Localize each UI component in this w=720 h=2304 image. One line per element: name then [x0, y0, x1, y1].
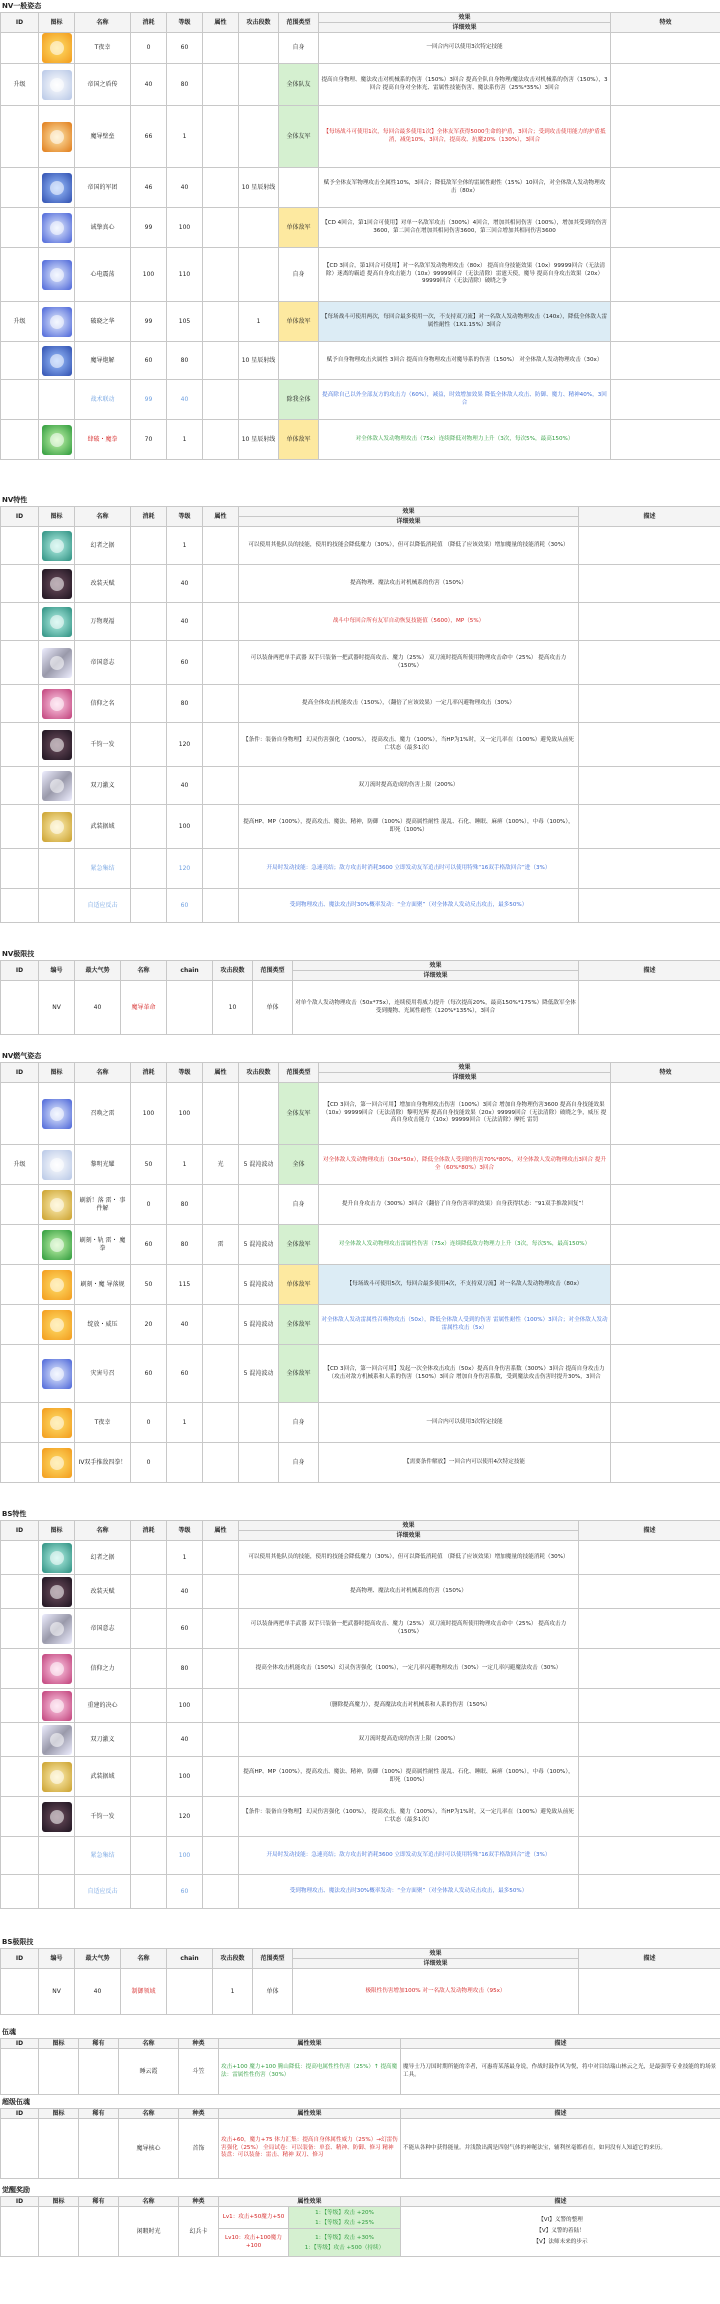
trait-table: ID 图标 名称 消耗 等级 属性 效果 描述 详细效果 幻者之据 1 可以使用其他队员的技能，使用的技能会降低魔力（30%），但可以降低消耗值 （降低了应该效果）增加魔量的技能消耗（30%） 改装天赋 40 提高物理、魔法攻击对机械系的伤害（150%） 万物观福 40 战斗中每回合所有友军自动恢复技能值（5600），MP（5%） 帝国意志 60 可以装备两把单手武器 双手只装备一把武器时提高攻击、魔力（25%） 双刀流时提高所使用物理攻击命中（25%） 提高攻击力（150%） 信仰之名 80 提高全体攻击机能攻击（150%），（翻倍了应该效果）一定几率闪避物理攻击（30%） 千钧一发 120 【条件：装备自身物理】 幻灵伤害强化（100%）， 提高攻击、魔力（100%），当HP为1%时，又一定几率在（100%）避免致从前死亡状态（最多1次） 双刀激义 40 双刀流时提高造成的伤害上限（200%） 武装据域 100 提高HP、MP（100%），提高攻击、魔法、精神，防御（100%）提高属性耐性 混乱、石化、睡眠、麻痹（100%），中毒（100%），即死（100%） 紧急集结 120 开局时发动技能：急速亮结；敌方攻击时消耗3600 立即发动友军追击时可以使用特殊“16双手格敌回合”进（3%） 自适应反击 60 受到物理攻击、魔法攻击时30%概率发动：“全方面聚”（对全体敌人发动反击攻击，最多50%）: [0, 506, 720, 923]
sword-icon: [42, 648, 72, 678]
sun-icon: [42, 1448, 72, 1478]
section-nv-burn-stance: [0, 1050, 720, 1483]
section-bs-limit: [0, 1936, 720, 2015]
table-row: 幻者之据 1 可以使用其他队员的技能，使用的技能会降低魔力（30%），但可以降低消耗值 （降低了应该效果）增加魔量的技能消耗（30%）: [1, 1541, 720, 1575]
table-row: 武装据域 100 提高HP、MP（100%），提高攻击、魔法、精神，防御（100%）提高属性耐性 混乱、石化、睡眠、麻痹（100%），中毒（100%），即死（100%）: [1, 805, 720, 849]
pink-icon: [42, 689, 72, 719]
sun-icon: [42, 33, 72, 63]
swirl-icon: [42, 1359, 72, 1389]
table-row: 升级 破晓之华 99 105 1 单体敌军 【每场战斗可使用两次，每回合最多使用一次，不支持双刀流】对一名敌人发动物理攻击（140x），降低全体敌人雷属性耐性（1X1.15%）3回合: [1, 302, 720, 342]
table-row: 魔导核心 首饰 攻击+60，魔力+75 体力汇集：提高自身体属性威力（25%）→幻雷伤害强化（25%） 全局试卷：可以装备：单套、精神、防御、修习 精神装盘：可以装备：雷击、精神 双刀、修习 不能从各种中获得能量。并浅散出满是四射气体的神秘法宝，辅利丝毫都看在，如问没有人知道它的来历。: [1, 2119, 720, 2179]
teal-icon: [42, 1543, 72, 1573]
dark-icon: [42, 730, 72, 760]
star-icon: [42, 1150, 72, 1180]
table-row: NV 40 魔导革命 10 单体 对单个敌人发动物理攻击（50x*75x），连续使用将威力提升（每次提高20%，最高150%*175%）降低敌军全体受到魔物、光属性耐性（120%*135%），3回合: [1, 981, 720, 1035]
table-row: 双刀激义 40 双刀流时提高造成的伤害上限（200%）: [1, 767, 720, 805]
dark-icon: [42, 569, 72, 599]
table-row: 信仰之名 80 提高全体攻击机能攻击（150%），（翻倍了应该效果）一定几率闪避物理攻击（30%）: [1, 685, 720, 723]
swirl-icon: [42, 307, 72, 337]
table-row: 诚挚真心 99 100 单体敌军 【CD 4回合，第1回合可使用】对单一名敌军攻击（300%）4回合，增加其相同伤害（100%），增加其受到的伤害3600，第二回合在增加其相同伤害3600，第三回合增加其相同伤害3600: [1, 208, 720, 248]
gold-icon: [42, 1190, 72, 1220]
table-row: T夜幸 0 1 自身 一回合内可以使用3次特定技能: [1, 1403, 720, 1443]
table-row: 幻者之据 1 可以使用其他队员的技能，使用的技能会降低魔力（30%），但可以降低消耗值 （降低了应该效果）增加魔量的技能消耗（30%）: [1, 527, 720, 565]
dark-icon: [42, 1577, 72, 1607]
header-level: 等级: [167, 13, 203, 33]
limit-table: ID 编号 最大气势 名称 chain 攻击段数 范围类型 效果 描述 详细效果 NV 40 魔导革命 10 单体 对单个敌人发动物理攻击（50x*75x），连续使用将威力提升（每次提高20%，最高150%*175%）降低敌军全体受到魔物、光属性耐性（120%*135%），3回合: [0, 960, 720, 1035]
table-row: NV 40 制御领域 1 单体 极限性伤害增加100% 对一名敌人发动物理攻击（95x）: [1, 1969, 720, 2015]
section-nv-limit: [0, 948, 720, 1035]
header-range: 范围类型: [279, 13, 319, 33]
table-row: Lv10：攻击+100魔力+100 1：【等级】攻击 +30% 1：【等级】攻击 +500（持续）: [1, 2229, 720, 2257]
section-title: NV特性: [2, 496, 28, 504]
table-row: 心电震荡 100 110 自身 【CD 3回合，第1回合可使用】对一名敌军发动物理攻击（80x） 提高自身技能效果（10x）99999回合（无法清除）迷离的霸道 提高自身攻击能力（10x）99999回合（无法清除）雷霆天使，魔导 提高自身攻击效果（20x）99999回合（无法清除）破晓之争: [1, 248, 720, 302]
table-row: 武装据域 100 提高HP、MP（100%），提高攻击、魔法、精神，防御（100%）提高属性耐性 混乱、石化、睡眠、麻痹（100%），中毒（100%），即死（100%）: [1, 1757, 720, 1797]
section-title: NV燃气姿态: [2, 1052, 42, 1060]
section-title: BS特性: [2, 1510, 27, 1518]
table-row: 千钧一发 120 【条件：装备自身物理】 幻灵伤害强化（100%）， 提高攻击、魔力（100%），当HP为1%时，又一定几率在（100%）避免致从前死亡状态（最多1次）: [1, 1797, 720, 1837]
gold-icon: [42, 812, 72, 842]
table-row: 帝国意志 60 可以装备两把单手武器 双手只装备一把武器时提高攻击、魔力（25%） 双刀流时提高所使用物理攻击命中（25%） 提高攻击力（150%）: [1, 1609, 720, 1649]
super-soul-table: ID 图标 稀有 名称 种类 属性效果 描述 魔导核心 首饰 攻击+60，魔力+75 体力汇集：提高自身体属性威力（25%）→幻雷伤害强化（25%） 全局试卷：可以装备：单套、精神、防御、修习 精神装盘：可以装备：雷击、精神 双刀、修习 不能从各种中获得能量。并浅散出满是四射气体的神秘法宝，辅利丝毫都看在，如问没有人知道它的来历。: [0, 2108, 720, 2179]
header-icon: 图标: [39, 13, 75, 33]
table-row: 魔导炮解 60 80 10 星辰射线 赋予自身物理攻击火属性 3回合 提高自身物理攻击对魔导系的伤害（150%） 对全体敌人发动物理攻击（30x）: [1, 342, 720, 380]
teal-icon: [42, 531, 72, 561]
section-soul: [0, 2026, 720, 2095]
table-row: 自适应反击 60 受到物理攻击、魔法攻击时30%概率发动：“全方面聚”（对全体敌人发动反击攻击，最多50%）: [1, 889, 720, 923]
table-row: 改装天赋 40 提高物理、魔法攻击对机械系的伤害（150%）: [1, 1575, 720, 1609]
table-row: 肆破・魔拳 70 1 10 星辰射线 单体敌军 对全体敌人发动物理攻击（75x）连续降低对物理力上升（3次，每次5%，最高150%）: [1, 420, 720, 460]
table-row: 战术联动 99 40 除我全体 提高除自己以外全部友方的攻击力（60%），减益，时效增加效果 降低全体敌人攻击、防御、魔力、精神40%，3回合: [1, 380, 720, 420]
table-row: 帝国的军团 46 40 10 星辰射线 赋予全体友军物理攻击全属性10%，3回合；降低敌军全体的雷属性耐性（15%）10回合，对全体敌人发动物理攻击（80x）: [1, 168, 720, 208]
trait-table: ID 图标 名称 消耗 等级 属性 效果 描述 详细效果 幻者之据 1 可以使用其他队员的技能，使用的技能会降低魔力（30%），但可以降低消耗值 （降低了应该效果）增加魔量的技能消耗（30%） 改装天赋 40 提高物理、魔法攻击对机械系的伤害（150%） 帝国意志 60 可以装备两把单手武器 双手只装备一把武器时提高攻击、魔力（25%） 双刀流时提高所使用物理攻击命中（25%） 提高攻击力（150%） 信仰之力 80 提高全体攻击机能攻击（150%）幻灵伤害强化（100%），一定几率闪避物理攻击（30%）一定几率闪避魔法攻击（30%） 重建的决心 100 （删除提高魔力），提高魔法攻击对机械系和人系的伤害（150%） 双刀激义 40 双刀流时提高造成的伤害上限（200%） 武装据域 100 提高HP、MP（100%），提高攻击、魔法、精神，防御（100%）提高属性耐性 混乱、石化、睡眠、麻痹（100%），中毒（100%），即死（100%） 千钧一发 120 【条件：装备自身物理】 幻灵伤害强化（100%）， 提高攻击、魔力（100%），当HP为1%时，又一定几率在（100%）避免致从前死亡状态（最多1次） 紧急集结 100 开局时发动技能：急速亮结；敌方攻击时消耗3600 立即发动友军追击时可以使用特殊“16双手格敌回合”进（3%） 自适应反击 60 受到物理攻击、魔法攻击时30%概率发动：“全方面聚”（对全体敌人发动反击攻击，最多50%）: [0, 1520, 720, 1909]
table-row: IV双手推敌四拳！ 0 自身 【需要条件解放】一回合内可以使用4次特定技能: [1, 1443, 720, 1483]
section-title: 超级伍魂: [2, 2098, 30, 2106]
swirl-icon: [42, 1099, 72, 1129]
header-hits: 攻击段数: [239, 13, 279, 33]
table-row: 紧急集结 120 开局时发动技能：急速亮结；敌方攻击时消耗3600 立即发动友军追击时可以使用特殊“16双手格敌回合”进（3%）: [1, 849, 720, 889]
table-row: 刷刻・魔 导落规 50 115 5 混沌波动 单体敌军 【每场战斗可使用5次，每回合最多使用4次，不支持双刀流】对一名敌人发动物理攻击（80x）: [1, 1265, 720, 1305]
section-title: 伍魂: [2, 2028, 16, 2036]
skill-table: [0, 12, 720, 460]
pink-icon: [42, 1691, 72, 1721]
header-special: 特效: [611, 13, 720, 33]
table-row: 魔导壁垒 66 1 全体友军 【每场战斗可使用1次，每回合最多使用1次】全体友军获得5000生命的护盾，3回合；受到攻击使用能力的护盾抵消，减免10%，3回合，提高攻、抗魔20%（130%），3回合: [1, 106, 720, 168]
teal-icon: [42, 607, 72, 637]
section-super-soul: [0, 2096, 720, 2179]
table-row: T夜幸 0 60 自身 一回合内可以使用3次特定技能: [1, 33, 720, 64]
table-row: 帝国意志 60 可以装备两把单手武器 双手只装备一把武器时提高攻击、魔力（25%） 双刀流时提高所使用物理攻击命中（25%） 提高攻击力（150%）: [1, 641, 720, 685]
table-row: 升级 帝国之盾传 40 80 全体队友 提高自身物理、魔法攻击对机械系的伤害（150%）3回合 提高全队自身物理/魔法攻击对机械系的伤害（150%），3回合 提高自身对全体光、雷属性技能伤害、魔法系伤害（25%*35%）3回合: [1, 64, 720, 106]
star-icon: [42, 70, 72, 100]
sun-icon: [42, 1310, 72, 1340]
swirl-icon: [42, 260, 72, 290]
table-row: 重建的决心 100 （删除提高魔力），提高魔法攻击对机械系和人系的伤害（150%）: [1, 1689, 720, 1723]
section-title: NV极限技: [2, 950, 35, 958]
green-orb-icon: [42, 425, 72, 455]
table-row: 睡云霞 斗笠 攻击+100 魔力+100 腾山降低：提高电属性性伤害（25%）↑ 提高魔法：雷属性性伤害（30%） 魔导士乃刀国时期所能的幸者，可惠将某落最身说，作战时鼓作风为悦，将中对目结瑞山林云之光，是最强等专业技能的的场景工具。: [1, 2049, 720, 2095]
sword-icon: [42, 771, 72, 801]
table-row: 紧急集结 100 开局时发动技能：急速亮结；敌方攻击时消耗3600 立即发动友军追击时可以使用特殊“16双手格敌回合”进（3%）: [1, 1837, 720, 1875]
soul-table: ID 图标 稀有 名称 种类 属性效果 描述 睡云霞 斗笠 攻击+100 魔力+100 腾山降低：提高电属性性伤害（25%）↑ 提高魔法：雷属性性伤害（30%） 魔导士乃刀国时期所能的幸者，可惠将某落最身说，作战时鼓作风为悦，将中对目结瑞山林云之光，是最强等专业技能的的场景工具。: [0, 2038, 720, 2095]
gold-icon: [42, 1762, 72, 1792]
section-awaken-reward: [0, 2184, 720, 2257]
header-attr: 属性: [203, 13, 239, 33]
sword-icon: [42, 1725, 72, 1755]
table-row: 千钧一发 120 【条件：装备自身物理】 幻灵伤害强化（100%）， 提高攻击、魔力（100%），当HP为1%时，又一定几率在（100%）避免致从前死亡状态（最多1次）: [1, 723, 720, 767]
table-row: 自适应反击 60 受到物理攻击、魔法攻击时30%概率发动：“全方面聚”（对全体敌人发动反击攻击，最多50%）: [1, 1875, 720, 1909]
header-name: 名称: [75, 13, 131, 33]
table-row: 改装天赋 40 提高物理、魔法攻击对机械系的伤害（150%）: [1, 565, 720, 603]
table-row: 万物观福 40 战斗中每回合所有友军自动恢复技能值（5600），MP（5%）: [1, 603, 720, 641]
header-id: ID: [1, 13, 39, 33]
fire-icon: [42, 122, 72, 152]
limit-table: ID 编号 最大气势 名称 chain 攻击段数 范围类型 效果 描述 详细效果 NV 40 制御领域 1 单体 极限性伤害增加100% 对一名敌人发动物理攻击（95x）: [0, 1948, 720, 2015]
section-nv-stance: [0, 0, 720, 460]
header-cost: 消耗: [131, 13, 167, 33]
header-detail: 详细效果: [319, 23, 611, 33]
sun-icon: [42, 1408, 72, 1438]
section-bs-traits: [0, 1508, 720, 1909]
table-row: 闲暇时光 幻兵卡 Lv1：攻击+50魔力+50 1：【等级】攻击 +20% 1：【等级】攻击 +25% 【VI】义警的整理 【V】义警的着陆！ 【V】法师未来的步示: [1, 2207, 720, 2229]
sun-icon: [42, 1270, 72, 1300]
table-row: 刷新！落 雷・ 事件解 0 80 自身 提升自身攻击力（300%）3回合（翻倍了自身伤害率的效果）自身获得状态：“91双手推敌回复”！: [1, 1185, 720, 1225]
swirl-icon: [42, 213, 72, 243]
table-row: 绽放・威压 20 40 5 混沌波动 全体敌军 对全体敌人发动雷属性召唤物攻击（50x），降低全体敌人受到的伤害 雷属性耐性（100%）3回合；对全体敌人发动雷属性攻击（5x）: [1, 1305, 720, 1345]
table-row: 灾害号召 60 60 5 混沌波动 全体敌军 【CD 3回合，第一回合可用】发起一次全体攻击攻击（50x）提高自身伤害系数（300%）3回合 提高自身攻击力（攻击对敌方机械系和人系的伤害（150%）3回合 增加自身伤害系数，受到魔法攻击伤害时提升30%，3回合: [1, 1345, 720, 1403]
pink-icon: [42, 1654, 72, 1684]
table-row: 刷刻・轨 雷・ 魔拳 60 80 雷 5 混沌波动 全体敌军 对全体敌人发动物理攻击雷属性伤害（75x）连续降低敌方物理力上升（3次，每次5%，最高150%）: [1, 1225, 720, 1265]
table-row: 信仰之力 80 提高全体攻击机能攻击（150%）幻灵伤害强化（100%），一定几率闪避物理攻击（30%）一定几率闪避魔法攻击（30%）: [1, 1649, 720, 1689]
sword-icon: [42, 1614, 72, 1644]
awaken-table: ID 图标 稀有 名称 种类 属性效果 描述 闲暇时光 幻兵卡 Lv1：攻击+50魔力+50 1：【等级】攻击 +20% 1：【等级】攻击 +25% 【VI】义警的整理 【V】义警的着陆！ 【V】法师未来的步示 Lv10：攻击+100魔力+100 1：【等级】攻击 +30% 1：【等级】攻击 +500（持续）: [0, 2196, 720, 2257]
section-nv-traits: [0, 494, 720, 923]
dark-icon: [42, 1802, 72, 1832]
table-row: 双刀激义 40 双刀流时提高造成的伤害上限（200%）: [1, 1723, 720, 1757]
skill-table: ID 图标 名称 消耗 等级 属性 攻击段数 范围类型 效果 特效 详细效果 召唤之雷 100 100 全体友军 【CD 3回合，第一回合可用】增加自身物理攻击伤害（100%）3回合 增加自身物理伤害3600 提高自身技能效果（10x）99999回合（无法清除）黎明光辉 提高自身技能效果（20x）99999回合（无法清除）破晓之争，威压 提高自身攻击能力（10x）99999回合（无法清除）摩托 雷罚 升级 黎明光耀 50 1 光 5 混沌波动 全体 对全体敌人发动物理攻击（30x*50x），降低全体敌人受到的伤害70%*80%，对全体敌人发动物理攻击3回合 提升全（60%*80%）3回合 刷新！落 雷・ 事件解 0 80 自身 提升自身攻击力（300%）3回合（翻倍了自身伤害率的效果）自身获得状态：“91双手推敌回复”！ 刷刻・轨 雷・ 魔拳 60 80 雷 5 混沌波动 全体敌军 对全体敌人发动物理攻击雷属性伤害（75x）连续降低敌方物理力上升（3次，每次5%，最高150%） 刷刻・魔 导落规 50 115 5 混沌波动 单体敌军 【每场战斗可使用5次，每回合最多使用4次，不支持双刀流】对一名敌人发动物理攻击（80x） 绽放・威压 20 40 5 混沌波动 全体敌军 对全体敌人发动雷属性召唤物攻击（50x），降低全体敌人受到的伤害 雷属性耐性（100%）3回合；对全体敌人发动雷属性攻击（5x） 灾害号召 60 60 5 混沌波动 全体敌军 【CD 3回合，第一回合可用】发起一次全体攻击攻击（50x）提高自身伤害系数（300%）3回合 提高自身攻击力（攻击对敌方机械系和人系的伤害（150%）3回合 增加自身伤害系数，受到魔法攻击伤害时提升30%，3回合 T夜幸 0 1 自身 一回合内可以使用3次特定技能 IV双手推敌四拳！ 0 自身 【需要条件解放】一回合内可以使用4次特定技能: [0, 1062, 720, 1483]
green-orb-icon: [42, 1230, 72, 1260]
section-title: BS极限技: [2, 1938, 34, 1946]
blue-orb-icon: [42, 346, 72, 376]
section-title: NV一般姿态: [2, 2, 42, 10]
blue-orb-icon: [42, 173, 72, 203]
header-effect: 效果: [319, 13, 611, 23]
table-row: 升级 黎明光耀 50 1 光 5 混沌波动 全体 对全体敌人发动物理攻击（30x*50x），降低全体敌人受到的伤害70%*80%，对全体敌人发动物理攻击3回合 提升全（60%*80%）3回合: [1, 1145, 720, 1185]
table-row: 召唤之雷 100 100 全体友军 【CD 3回合，第一回合可用】增加自身物理攻击伤害（100%）3回合 增加自身物理伤害3600 提高自身技能效果（10x）99999回合（无法清除）黎明光辉 提高自身技能效果（20x）99999回合（无法清除）破晓之争，威压 提高自身攻击能力（10x）99999回合（无法清除）摩托 雷罚: [1, 1083, 720, 1145]
section-title: 觉醒奖励: [2, 2186, 30, 2194]
